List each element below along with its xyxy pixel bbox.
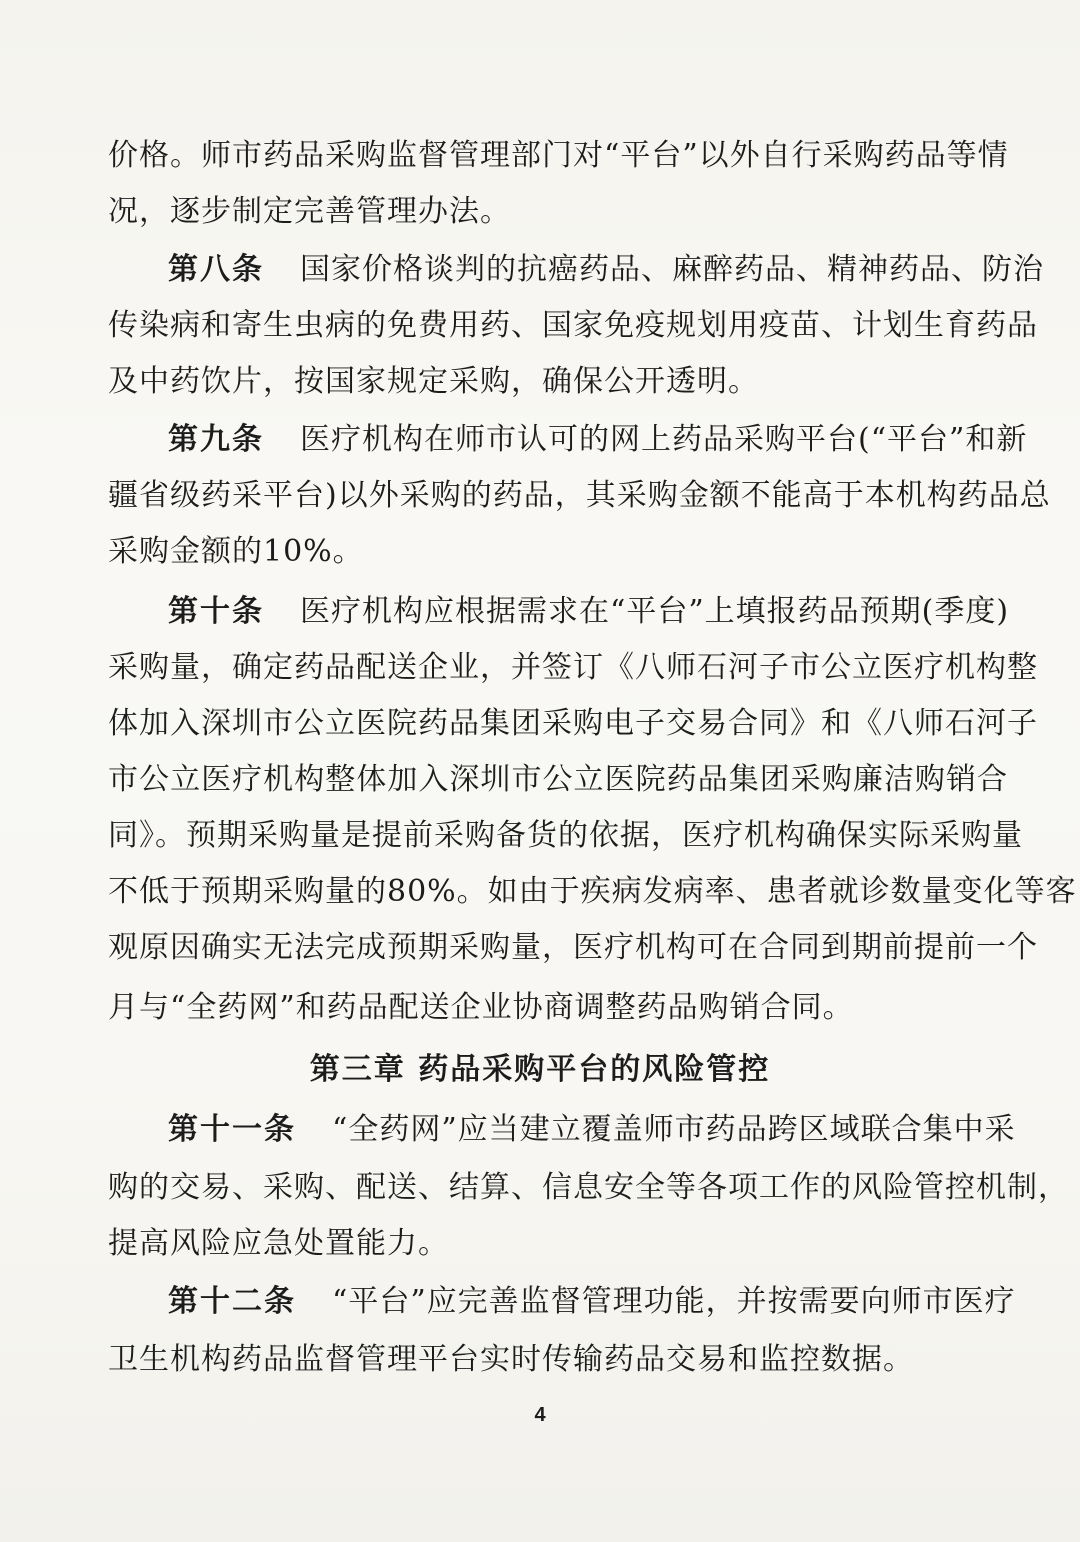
article-11-text: “全药网”应当建立覆盖师市药品跨区域联合集中采 — [332, 1112, 1016, 1147]
article-9-line — [168, 412, 1028, 468]
paragraph-line: 提高风险应急处置能力。 — [108, 1226, 449, 1261]
article-11-line — [168, 1102, 1016, 1158]
article-10-text: 医疗机构应根据需求在“平台”上填报药品预期(季度) — [300, 594, 1010, 629]
article-10-label: 第十条 — [168, 594, 264, 629]
paragraph-line: 购的交易、采购、配送、结算、信息安全等各项工作的风险管控机制， — [108, 1170, 1069, 1205]
paragraph-line: 况，逐步制定完善管理办法。 — [108, 194, 511, 229]
paragraph-line: 体加入深圳市公立医院药品集团采购电子交易合同》和《八师石河子 — [108, 706, 1038, 741]
article-8-label: 第八条 — [168, 252, 264, 287]
page-number: 4 — [534, 1404, 546, 1426]
paragraph-line: 不低于预期采购量的80%。如由于疾病发病率、患者就诊数量变化等客 — [108, 874, 1077, 909]
article-12-text: “平台”应完善监督管理功能，并按需要向师市医疗 — [332, 1284, 1016, 1319]
article-10-line — [168, 584, 1008, 640]
article-9-text: 医疗机构在师市认可的网上药品采购平台(“平台”和新 — [300, 422, 1028, 457]
paragraph-line: 及中药饮片，按国家规定采购，确保公开透明。 — [108, 364, 759, 399]
paragraph-line: 卫生机构药品监督管理平台实时传输药品交易和监控数据。 — [108, 1342, 914, 1377]
article-8-line — [168, 242, 1044, 298]
paragraph-line: 同》。预期采购量是提前采购备货的依据，医疗机构确保实际采购量 — [108, 818, 1023, 853]
article-12-label: 第十二条 — [168, 1284, 296, 1319]
article-12-line — [168, 1274, 1016, 1330]
paragraph-line: 月与“全药网”和药品配送企业协商调整药品购销合同。 — [108, 990, 854, 1025]
paragraph-line: 疆省级药采平台)以外采购的药品，其采购金额不能高于本机构药品总 — [108, 478, 1051, 513]
article-11-label: 第十一条 — [168, 1112, 296, 1147]
paragraph-line: 采购量，确定药品配送企业，并签订《八师石河子市公立医疗机构整 — [108, 650, 1038, 685]
paragraph-line: 传染病和寄生虫病的免费用药、国家免疫规划用疫苗、计划生育药品 — [108, 308, 1038, 343]
chapter-heading: 第三章 药品采购平台的风险管控 — [309, 1052, 771, 1087]
paragraph-line: 采购金额的10%。 — [108, 534, 364, 569]
article-9-label: 第九条 — [168, 422, 264, 457]
paragraph-line: 市公立医疗机构整体加入深圳市公立医院药品集团采购廉洁购销合 — [108, 762, 1008, 797]
article-8-text: 国家价格谈判的抗癌药品、麻醉药品、精神药品、防治 — [300, 252, 1044, 287]
paragraph-line: 价格。师市药品采购监督管理部门对“平台”以外自行采购药品等情 — [108, 138, 1009, 173]
paragraph-line: 观原因确实无法完成预期采购量，医疗机构可在合同到期前提前一个 — [108, 930, 1038, 965]
